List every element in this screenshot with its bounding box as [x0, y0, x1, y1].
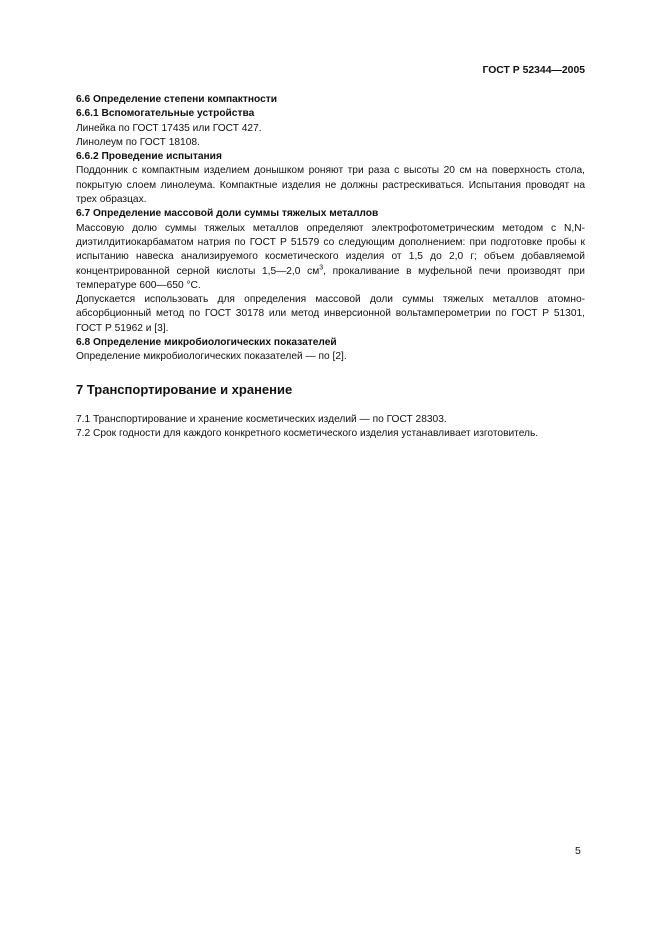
heading-6-6: 6.6 Определение степени компактности	[76, 94, 278, 105]
text-6-7-para1	[76, 222, 585, 293]
document-id: ГОСТ Р 52344—2005	[482, 65, 585, 76]
heading-6-6-2: 6.6.2 Проведение испытания	[76, 151, 222, 163]
text-7-1: 7.1 Транспортирование и хранение косметических изделий — по ГОСТ 28303.	[76, 413, 447, 425]
text-6-6-2: Поддонник с компактным изделием донышком роняют три раза с высоты 20 см на поверхность стола, покрытую слоем линолеума. Компактные изделия не должны растрескиваться. Испытания проводят на трех образцах.	[76, 165, 585, 206]
text-6-7-para1-b: , прокаливание в муфельной печи производят при температуре 600—650 °С.	[76, 265, 585, 291]
page-number: 5	[575, 846, 581, 857]
page-content	[76, 93, 585, 441]
text-6-6-1-line1: Линейка по ГОСТ 17435 или ГОСТ 427.	[76, 122, 262, 134]
heading-6-7: 6.7 Определение массовой доли суммы тяжелых металлов	[76, 208, 379, 220]
text-6-8: Определение микробиологических показателей — по [2].	[76, 351, 347, 363]
text-6-6-1-line2: Линолеум по ГОСТ 18108.	[76, 136, 200, 148]
heading-6-8: 6.8 Определение микробиологических показателей	[76, 337, 337, 349]
heading-7: 7 Транспортирование и хранение	[76, 381, 293, 397]
text-6-7-para2: Допускается использовать для определения массовой доли суммы тяжелых металлов атомно-абсорбционный метод по ГОСТ 30178 или метод инверсионной вольтамперометрии по ГОСТ Р 51301, ГОСТ Р 51962 и [3].	[76, 294, 585, 334]
text-7-2: 7.2 Срок годности для каждого конкретного косметического изделия устанавливает изготовитель.	[76, 427, 539, 439]
text-6-7-para1-a: Массовую долю суммы тяжелых металлов определяют электрофотометрическим методом с N,N-диэтилдитиокарбаматом натрия по ГОСТ Р 51579 со следующим дополнением: при подготовке пробы к испытанию навеска анализируемого косметического изделия от 1,5 до 2,0 г; объем добавляемой концентрированной серной кислоты 1,5—2,0 см	[76, 222, 585, 277]
heading-6-6-1: 6.6.1 Вспомогательные устройства	[76, 108, 255, 120]
superscript-cubic: 3	[319, 264, 324, 272]
